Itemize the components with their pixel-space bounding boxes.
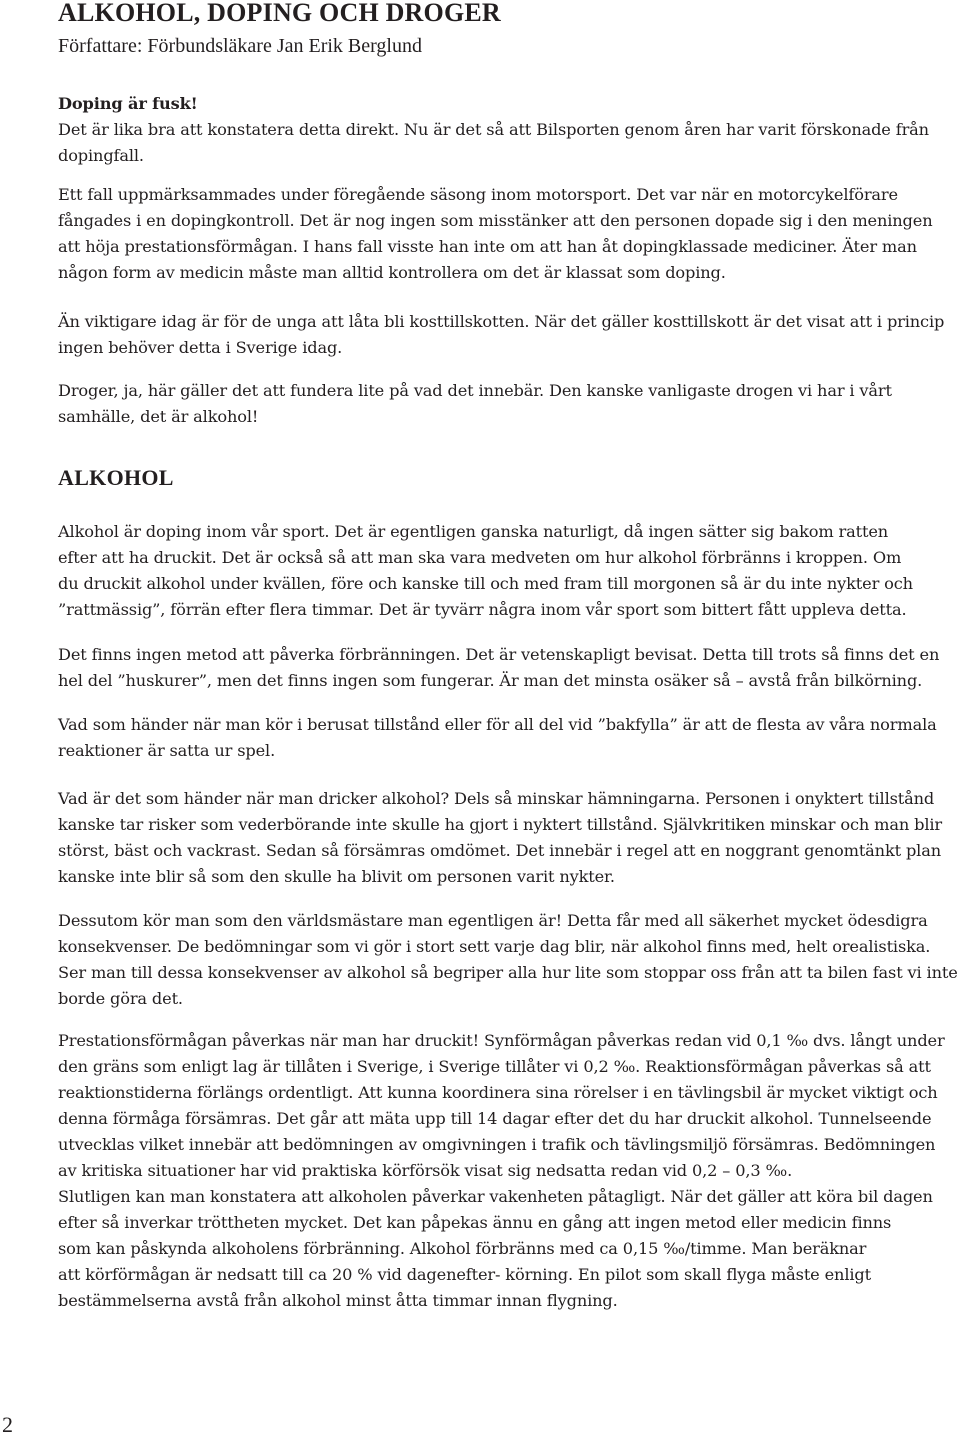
paragraph-line: Än viktigare idag är för de unga att låta bli kosttillskotten. När det gäller kosttillskott är det visat att i princip — [58, 312, 945, 331]
alkohol-paragraph-4 — [58, 786, 958, 890]
paragraph-line: Ett fall uppmärksammades under föregående säsong inom motorsport. Det var när en motorcykelförare — [58, 185, 898, 204]
paragraph-line: någon form av medicin måste man alltid kontrollera om det är klassat som doping. — [58, 263, 726, 282]
paragraph-line: Det är lika bra att konstatera detta direkt. Nu är det så att Bilsporten genom åren har varit förskonade från — [58, 120, 929, 139]
section-heading-alkohol: ALKOHOL — [58, 465, 174, 490]
intro-paragraph-2 — [58, 182, 958, 286]
paragraph-line: du druckit alkohol under kvällen, före och kanske till och med fram till morgonen så är du inte nykter och — [58, 574, 913, 593]
doping-subheading: Doping är fusk! — [58, 94, 198, 113]
paragraph-line: utvecklas vilket innebär att bedömningen av omgivningen i trafik och tävlingsmiljö försämras. Bedömningen — [58, 1135, 936, 1154]
alkohol-paragraph-6 — [58, 1028, 958, 1314]
paragraph-line: kanske inte blir så som den skulle ha blivit om personen varit nykter. — [58, 867, 615, 886]
paragraph-line: Det finns ingen metod att påverka förbränningen. Det är vetenskapligt bevisat. Detta till trots så finns det en — [58, 645, 940, 664]
paragraph-line: av kritiska situationer har vid praktiska körförsök visat sig nedsatta redan vid 0,2 – 0,3 ‰. — [58, 1161, 793, 1180]
paragraph-line: hel del ”huskurer”, men det finns ingen som fungerar. Är man det minsta osäker så – avstå från bilkörning. — [58, 671, 923, 690]
paragraph-line: dopingfall. — [58, 146, 144, 165]
paragraph-line: Dessutom kör man som den världsmästare man egentligen är! Detta får med all säkerhet mycket ödesdigra — [58, 911, 928, 930]
paragraph-line: Droger, ja, här gäller det att fundera lite på vad det innebär. Den kanske vanligaste drogen vi har i vårt — [58, 381, 892, 400]
paragraph-line: reaktionstiderna förlängs ordentligt. Att kunna koordinera sina rörelser i en tävlingsbil är mycket viktigt och — [58, 1083, 938, 1102]
paragraph-line: Vad som händer när man kör i berusat tillstånd eller för all del vid ”bakfylla” är att de flesta av våra normala — [58, 715, 937, 734]
intro-paragraph-3 — [58, 309, 958, 361]
paragraph-line: konsekvenser. De bedömningar som vi gör i stort sett varje dag blir, när alkohol finns med, helt orealistiska. — [58, 937, 931, 956]
paragraph-line: samhälle, det är alkohol! — [58, 407, 259, 426]
document-title: ALKOHOL, DOPING OCH DROGER — [58, 0, 501, 27]
paragraph-line: Prestationsförmågan påverkas när man har druckit! Synförmågan påverkas redan vid 0,1 ‰ dvs. långt under — [58, 1031, 945, 1050]
alkohol-paragraph-5 — [58, 908, 958, 1012]
intro-paragraph-4 — [58, 378, 958, 430]
paragraph-line: störst, bäst och vackrast. Sedan så försämras omdömet. Det innebär i regel att en noggrant genomtänkt plan — [58, 841, 941, 860]
paragraph-line: Slutligen kan man konstatera att alkoholen påverkar vakenheten påtagligt. När det gäller att köra bil dagen — [58, 1187, 933, 1206]
paragraph-line: efter att ha druckit. Det är också så att man ska vara medveten om hur alkohol förbränns i kroppen. Om — [58, 548, 902, 567]
alkohol-paragraph-3 — [58, 712, 958, 764]
document-author: Författare: Förbundsläkare Jan Erik Berglund — [58, 35, 422, 57]
paragraph-line: att körförmågan är nedsatt till ca 20 % vid dagenefter- körning. En pilot som skall flyga måste enligt — [58, 1265, 871, 1284]
paragraph-line: borde göra det. — [58, 989, 183, 1008]
paragraph-line: som kan påskynda alkoholens förbränning. Alkohol förbränns med ca 0,15 ‰/timme. Man beräknar — [58, 1239, 867, 1258]
alkohol-paragraph-1 — [58, 519, 958, 623]
paragraph-line: bestämmelserna avstå från alkohol minst åtta timmar innan flygning. — [58, 1291, 618, 1310]
paragraph-line: denna förmåga försämras. Det går att mäta upp till 14 dagar efter det du har druckit alkohol. Tunnelseende — [58, 1109, 932, 1128]
paragraph-line: Vad är det som händer när man dricker alkohol? Dels så minskar hämningarna. Personen i onyktert tillstånd — [58, 789, 935, 808]
page-number: 2 — [2, 1412, 13, 1437]
alkohol-paragraph-2 — [58, 642, 958, 694]
paragraph-line: reaktioner är satta ur spel. — [58, 741, 276, 760]
paragraph-line: kanske tar risker som vederbörande inte skulle ha gjort i nyktert tillstånd. Självkritiken minskar och man blir — [58, 815, 942, 834]
paragraph-line: att höja prestationsförmågan. I hans fall visste han inte om att han åt dopingklassade mediciner. Äter man — [58, 237, 917, 256]
paragraph-line: ingen behöver detta i Sverige idag. — [58, 338, 343, 357]
paragraph-line: Ser man till dessa konsekvenser av alkohol så begriper alla hur lite som stoppar oss från att ta bilen fast vi inte — [58, 963, 958, 982]
paragraph-line: Alkohol är doping inom vår sport. Det är egentligen ganska naturligt, då ingen sätter sig bakom ratten — [58, 522, 889, 541]
paragraph-line: fångades i en dopingkontroll. Det är nog ingen som misstänker att den personen dopade sig i den meningen — [58, 211, 933, 230]
paragraph-line: den gräns som enligt lag är tillåten i Sverige, i Sverige tillåter vi 0,2 ‰. Reaktionsförmågan påverkas så att — [58, 1057, 931, 1076]
doping-subheading-block — [58, 91, 958, 169]
paragraph-line: ”rattmässig”, förrän efter flera timmar. Det är tyvärr några inom vår sport som bittert fått uppleva detta. — [58, 600, 907, 619]
paragraph-line: efter så inverkar tröttheten mycket. Det kan påpekas ännu en gång att ingen metod eller medicin finns — [58, 1213, 892, 1232]
